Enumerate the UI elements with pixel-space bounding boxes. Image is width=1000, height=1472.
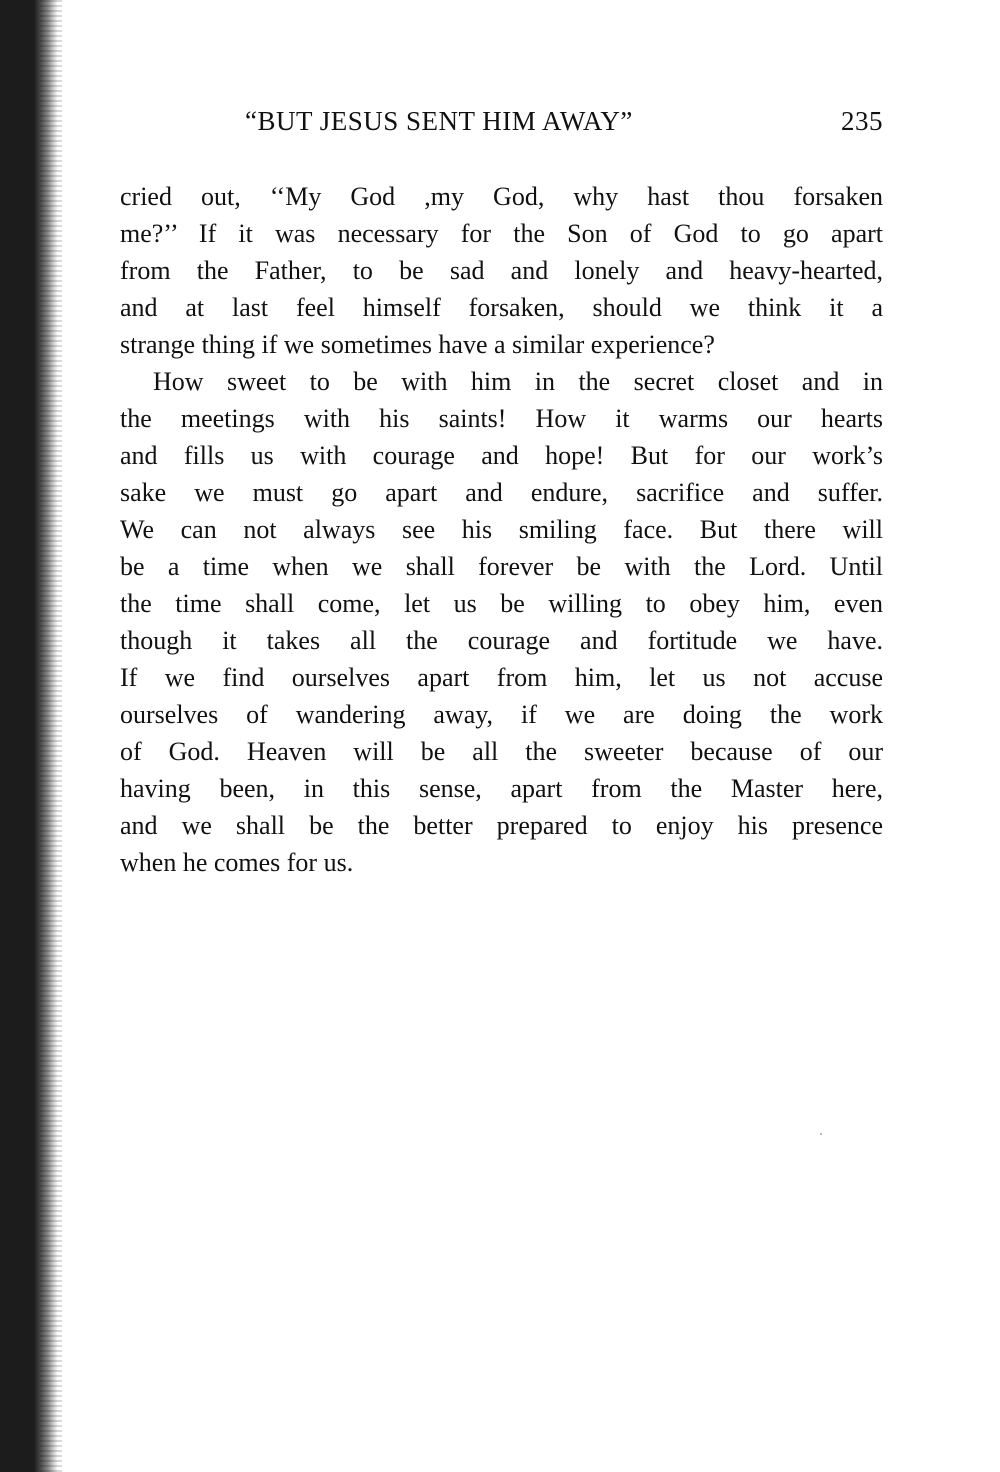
text-line: the meetings with his saints! How it warms our hearts bbox=[120, 404, 883, 433]
text-line: cried out, ‘‘My God ,my God, why hast thou forsaken bbox=[120, 182, 883, 211]
text-line: and we shall be the better prepared to enjoy his presence bbox=[120, 811, 883, 840]
binding-speckle bbox=[40, 0, 62, 1472]
text-line: though it takes all the courage and fortitude we have. bbox=[120, 626, 883, 655]
paper-speck bbox=[820, 1133, 822, 1135]
text-line: If we find ourselves apart from him, let us not accuse bbox=[120, 663, 883, 692]
text-line: sake we must go apart and endure, sacrifice and suffer. bbox=[120, 478, 883, 507]
text-line: from the Father, to be sad and lonely and heavy-hearted, bbox=[120, 256, 883, 285]
text-line: of God. Heaven will be all the sweeter because of our bbox=[120, 737, 883, 766]
text-line: and at last feel himself forsaken, should we think it a bbox=[120, 293, 883, 322]
text-line: me?’’ If it was necessary for the Son of God to go apart bbox=[120, 219, 883, 248]
body-text bbox=[120, 178, 883, 881]
text-line: be a time when we shall forever be with the Lord. Until bbox=[120, 552, 883, 581]
page-number: 235 bbox=[841, 106, 883, 136]
text-line: ourselves of wandering away, if we are doing the work bbox=[120, 700, 883, 729]
running-head bbox=[120, 106, 883, 146]
text-line: We can not always see his smiling face. But there will bbox=[120, 515, 883, 544]
text-line: having been, in this sense, apart from the Master here, bbox=[120, 774, 883, 803]
text-line: and fills us with courage and hope! But for our work’s bbox=[120, 441, 883, 470]
text-line: when he comes for us. bbox=[120, 848, 354, 877]
running-title: “BUT JESUS SENT HIM AWAY” bbox=[245, 106, 633, 136]
text-line: strange thing if we sometimes have a similar experience? bbox=[120, 330, 715, 359]
text-line: the time shall come, let us be willing to obey him, even bbox=[120, 589, 883, 618]
text-line: How sweet to be with him in the secret closet and in bbox=[153, 367, 883, 396]
